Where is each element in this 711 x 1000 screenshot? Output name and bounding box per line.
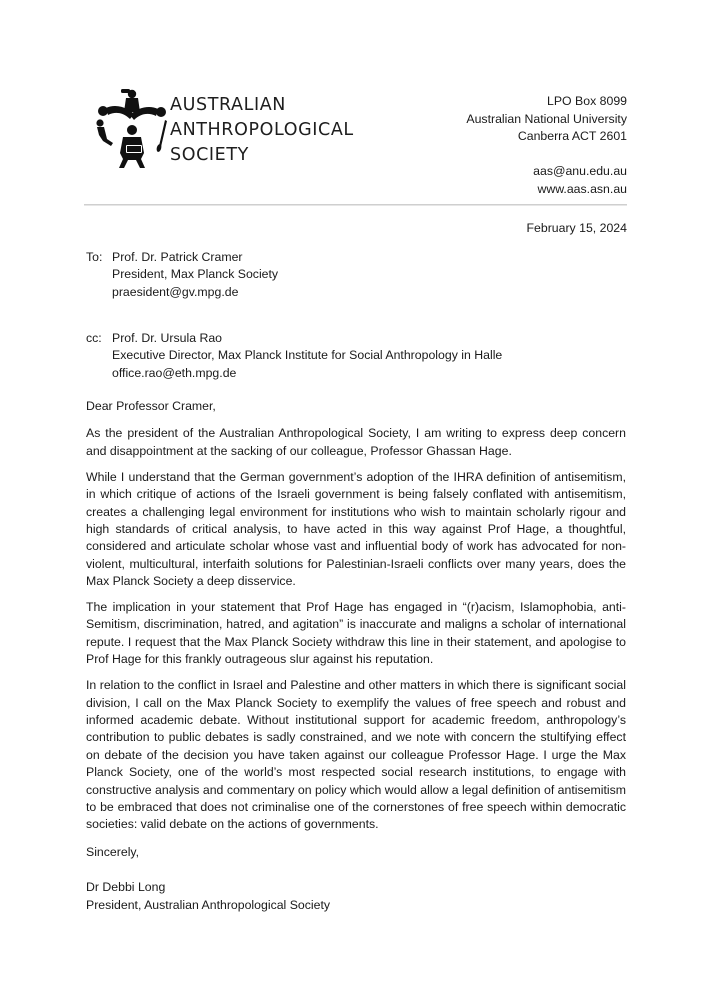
organization-name bbox=[170, 93, 354, 168]
cc-label: cc: bbox=[86, 331, 102, 345]
sender-email: aas@anu.edu.au bbox=[533, 164, 627, 178]
letter-date: February 15, 2024 bbox=[526, 221, 627, 235]
signatory-title: President, Australian Anthropological Society bbox=[86, 897, 331, 912]
cc-recipient-name: Prof. Dr. Ursula Rao bbox=[112, 331, 223, 345]
paragraph-1: As the president of the Australian Anthropological Society, I am writing to express deep concern and disappointment at the sacking of our colleague, Professor Ghassan Hage. bbox=[86, 426, 626, 458]
signatory-name: Dr Debbi Long bbox=[86, 880, 166, 895]
letter-body bbox=[86, 398, 626, 914]
org-name-line-1: AUSTRALIAN bbox=[170, 95, 286, 115]
anthropologists-figures-logo-icon bbox=[92, 86, 172, 170]
address-spacer bbox=[466, 146, 627, 164]
sender-address bbox=[466, 93, 627, 198]
org-name-line-3: SOCIETY bbox=[170, 145, 249, 165]
paragraph-2: While I understand that the German government’s adoption of the IHRA definition of antisemitism, in which critique of actions of the Israeli government is being falsely conflated with antisemitism, creates a challenging legal environment for institutions who wish to maintain scholarly rigour and high standards of critical analysis, to have acted in this way against Prof Hage, a thoughtful, considered and articulate scholar whose vast and influential body of work has advocated for non-violent, multicultural, interfaith solutions for Palestinian-Israeli conflicts over many years, does the Max Planck Society a deep disservice. bbox=[86, 469, 626, 589]
to-recipient-email: praesident@gv.mpg.de bbox=[112, 284, 239, 299]
to-recipient-name: Prof. Dr. Patrick Cramer bbox=[112, 250, 243, 264]
header-divider bbox=[84, 204, 627, 206]
paragraph-4: In relation to the conflict in Israel and Palestine and other matters in which there is significant social division, I call on the Max Planck Society to exemplify the values of free speech and robust and informed academic debate. Without institutional support for academic freedom, anthropology’s contribution to public debates is sadly constrained, and we note with concern the stultifying effect on debate of the decision you have taken against our colleague Professor Hage. I urge the Max Planck Society, one of the world’s most respected social research institutions, to engage with constructive analysis and commentary on policy which would allow a legal definition of antisemitism to be embraced that does not criminalise one of the cornerstones of free speech within democratic societies: valid debate on the actions of governments. bbox=[86, 678, 626, 832]
closing: Sincerely, bbox=[86, 844, 140, 859]
address-line-city: Canberra ACT 2601 bbox=[517, 129, 627, 143]
cc-recipient-email: office.rao@eth.mpg.de bbox=[112, 365, 237, 380]
to-recipient-block bbox=[86, 249, 631, 301]
address-line-po-box: LPO Box 8099 bbox=[547, 94, 627, 108]
to-label: To: bbox=[86, 250, 103, 264]
salutation: Dear Professor Cramer, bbox=[86, 399, 216, 413]
cc-recipient-block bbox=[86, 330, 631, 382]
paragraph-3: The implication in your statement that Prof Hage has engaged in “(r)acism, Islamophobia, anti-Semitism, discrimination, hatred, and agitation” is inaccurate and maligns a scholar of international repute. I request that the Max Planck Society withdraw this line in their statement, and apologise to Prof Hage for this frankly outrageous slur against his reputation. bbox=[86, 600, 626, 667]
org-name-line-2: ANTHROPOLOGICAL bbox=[170, 120, 354, 140]
to-recipient-title: President, Max Planck Society bbox=[112, 267, 279, 282]
cc-recipient-title: Executive Director, Max Planck Institute for Social Anthropology in Halle bbox=[112, 348, 503, 363]
signature-block bbox=[86, 879, 626, 914]
address-line-university: Australian National University bbox=[466, 111, 627, 126]
sender-website: www.aas.asn.au bbox=[537, 181, 627, 196]
